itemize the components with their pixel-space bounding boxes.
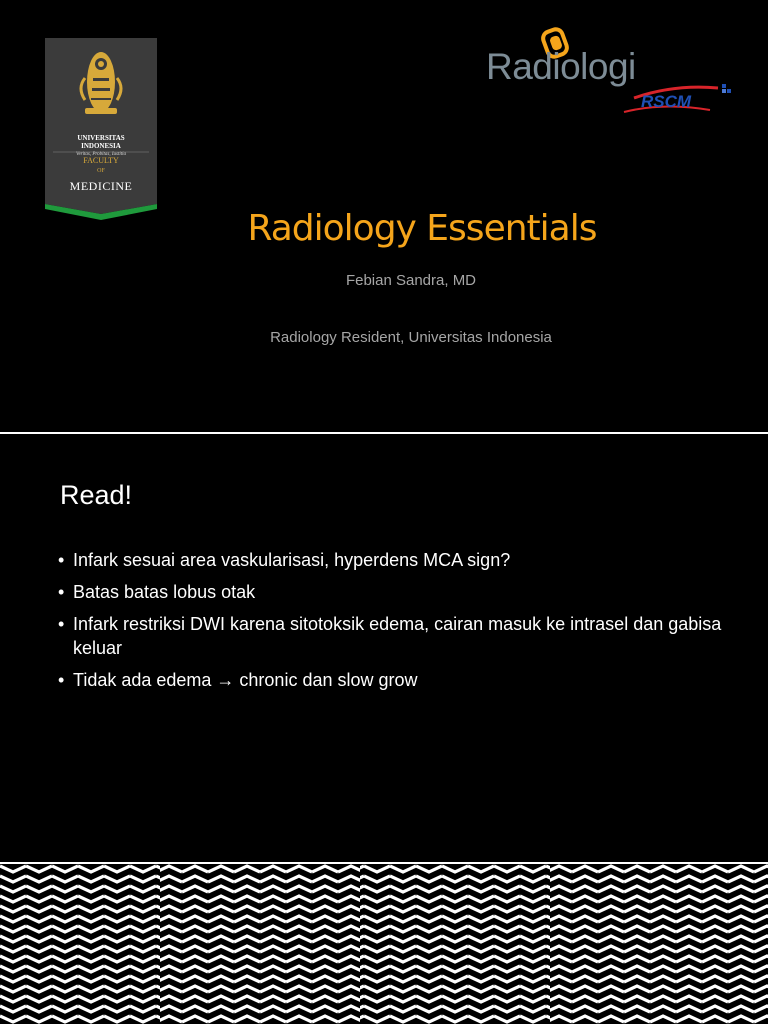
slide-heading: Read! <box>60 480 133 510</box>
university-name <box>45 134 157 150</box>
faculty-medicine: MEDICINE <box>69 179 133 193</box>
university-line-2: INDONESIA <box>81 142 121 150</box>
university-line-1: UNIVERSITAS <box>77 134 125 142</box>
radiologi-rscm-logo <box>484 26 734 122</box>
faculty-line-1: FACULTY <box>83 156 119 165</box>
faculty-line-2: OF <box>97 168 105 174</box>
zigzag-pattern <box>0 864 768 1024</box>
bullet-item: • Infark sesuai area vaskularisasi, hyperdens MCA sign? <box>58 548 738 572</box>
content-slide <box>0 434 768 862</box>
faculty-label <box>45 156 157 176</box>
bullet-item: • Batas batas lobus otak <box>58 580 738 604</box>
bullet-item: • Infark restriksi DWI karena sitotoksik edema, cairan masuk ke intrasel dan gabisa keluar <box>58 612 738 660</box>
author-affiliation: Radiology Resident, Universitas Indonesia <box>270 329 552 346</box>
logo-rscm: RSCM <box>641 92 692 111</box>
faculty-badge <box>45 38 157 218</box>
pattern-slide <box>0 864 768 1024</box>
title-slide <box>0 0 768 432</box>
author-name: Febian Sandra, MD <box>345 272 477 289</box>
bullet-item: • Tidak ada edema → chronic dan slow grow <box>58 668 738 692</box>
slide-title: Radiology Essentials <box>247 208 597 249</box>
logo-word: Radiologi <box>486 46 636 87</box>
university-motto: Veritas, Probitas, Iustitia <box>75 152 127 157</box>
bullet-list <box>58 548 738 700</box>
